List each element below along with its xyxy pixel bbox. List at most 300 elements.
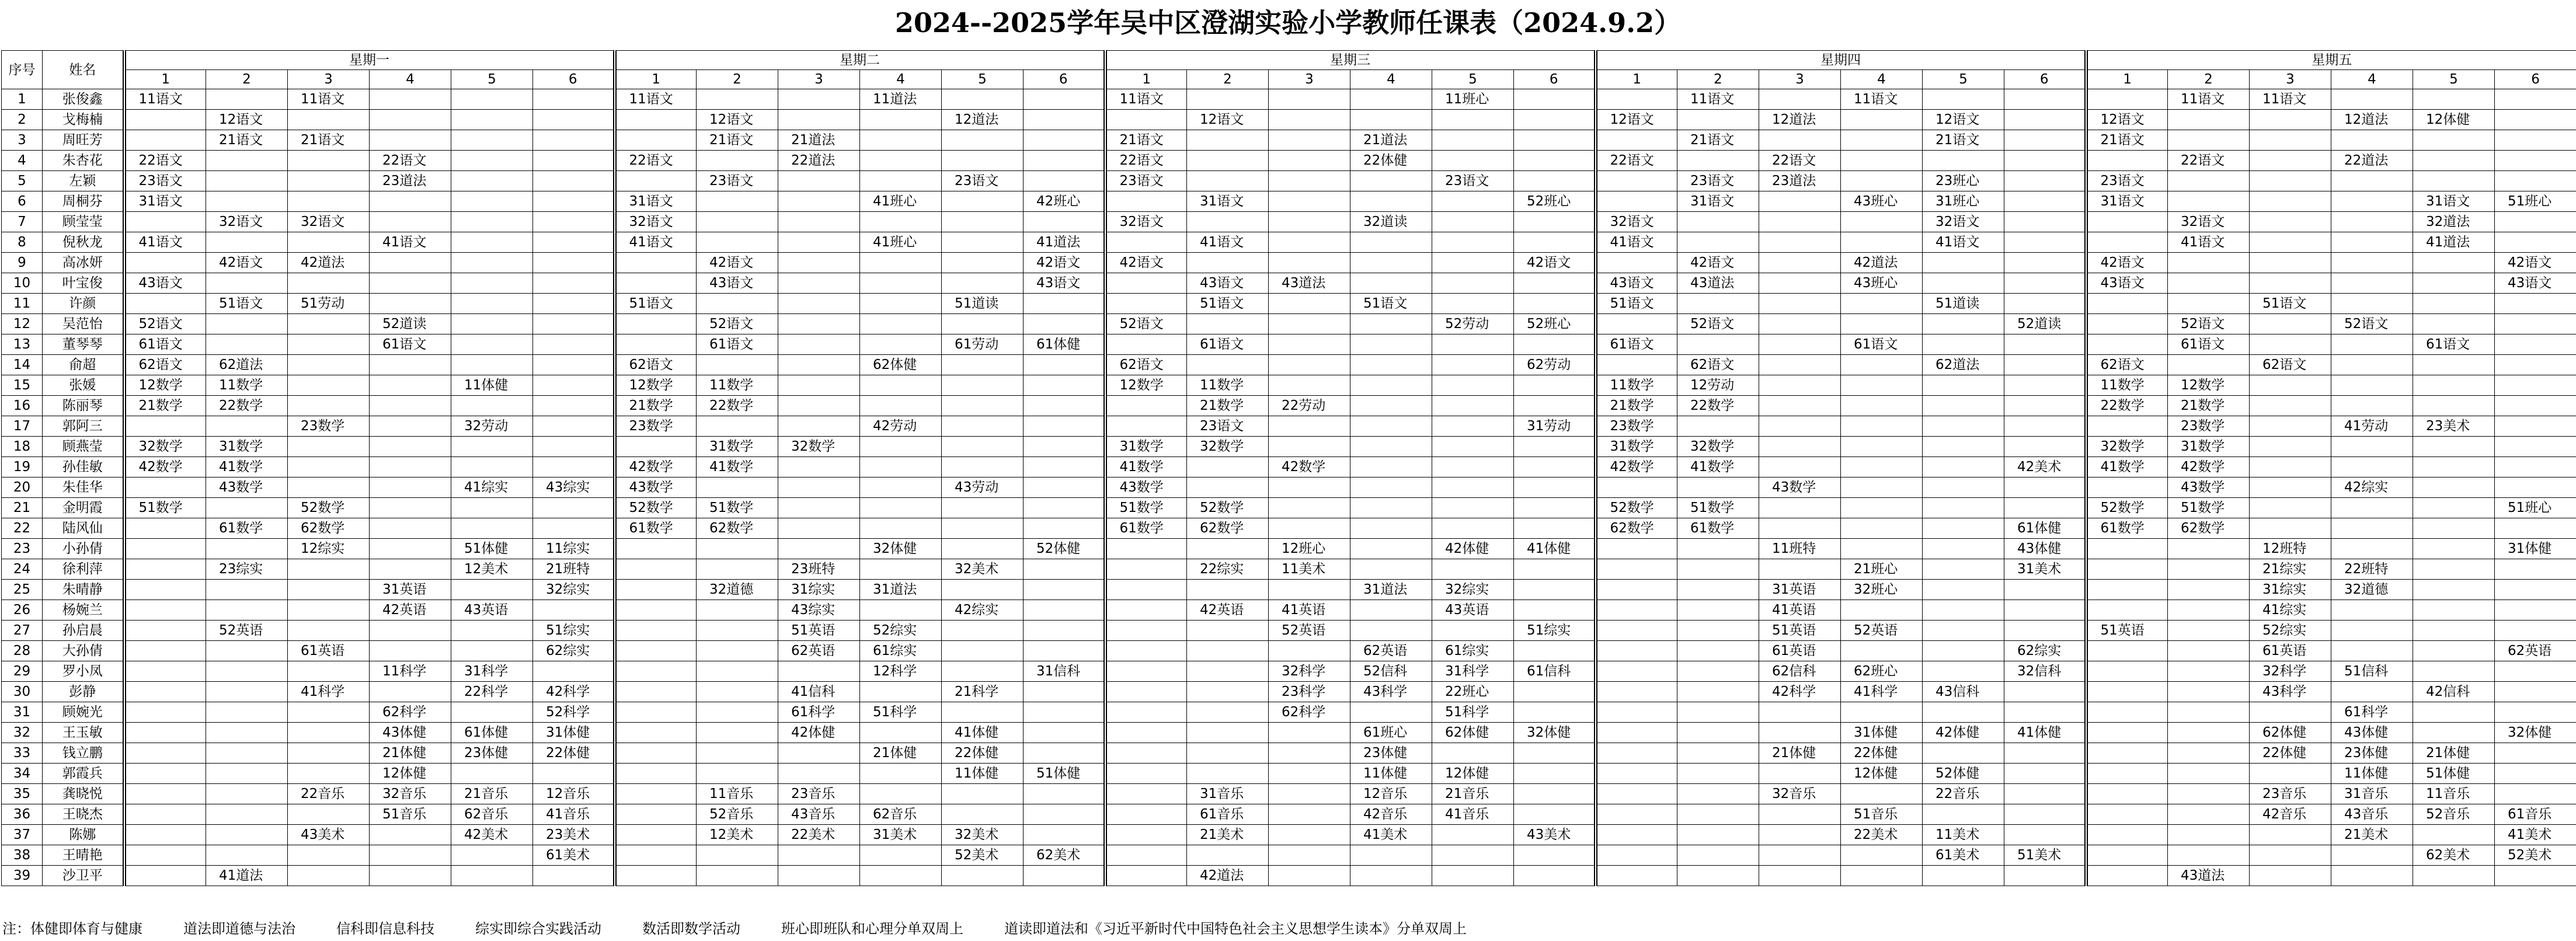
class-cell: 12语文: [1923, 110, 2004, 130]
seq-cell: 30: [2, 682, 43, 702]
class-cell: [2086, 334, 2168, 355]
class-cell: [1923, 743, 2004, 764]
class-cell: [1187, 661, 1269, 682]
class-cell: [697, 621, 778, 641]
teacher-row: [2, 375, 2576, 396]
class-cell: [451, 498, 533, 518]
class-cell: [124, 804, 206, 825]
class-cell: [1024, 130, 1105, 151]
class-cell: [124, 212, 206, 232]
class-cell: [942, 253, 1024, 273]
class-cell: [2495, 743, 2576, 764]
class-cell: 31语文: [1187, 191, 1269, 212]
class-cell: [1350, 845, 1432, 866]
class-cell: [2250, 334, 2331, 355]
class-cell: 22道法: [2331, 151, 2413, 171]
class-cell: 11体健: [1350, 764, 1432, 784]
teacher-name-cell: 左颖: [43, 171, 124, 191]
class-cell: [942, 804, 1024, 825]
class-cell: 52语文: [1105, 314, 1187, 334]
teacher-row: [2, 191, 2576, 212]
seq-cell: 22: [2, 518, 43, 539]
class-cell: 11音乐: [697, 784, 778, 804]
class-cell: [1514, 518, 1596, 539]
footnote-item: 道法即道德与法治: [183, 921, 295, 937]
class-cell: [1024, 518, 1105, 539]
class-cell: [451, 518, 533, 539]
class-cell: [1187, 743, 1269, 764]
seq-cell: 35: [2, 784, 43, 804]
class-cell: 32道读: [1350, 212, 1432, 232]
class-cell: 61语文: [2413, 334, 2495, 355]
class-cell: [615, 723, 697, 743]
class-cell: [615, 273, 697, 294]
class-cell: [1432, 825, 1514, 845]
class-cell: [2331, 89, 2413, 110]
class-cell: 52综实: [2250, 621, 2331, 641]
teacher-name-cell: 郭阿三: [43, 416, 124, 437]
class-cell: [1596, 743, 1677, 764]
class-cell: 23班特: [778, 559, 860, 580]
seq-cell: 4: [2, 151, 43, 171]
class-cell: [2413, 171, 2495, 191]
class-cell: 41综实: [2250, 600, 2331, 621]
class-cell: 12体健: [1841, 764, 1923, 784]
class-cell: 32班心: [1841, 580, 1923, 600]
class-cell: [1432, 621, 1514, 641]
class-cell: [778, 375, 860, 396]
class-cell: [2168, 723, 2250, 743]
class-cell: [2413, 294, 2495, 314]
class-cell: 51综实: [1514, 621, 1596, 641]
class-cell: 42语文: [1024, 253, 1105, 273]
class-cell: [615, 682, 697, 702]
class-cell: [2413, 641, 2495, 661]
class-cell: 22语文: [615, 151, 697, 171]
class-cell: [533, 416, 615, 437]
class-cell: [1105, 641, 1187, 661]
class-cell: [206, 416, 288, 437]
class-cell: [2004, 478, 2086, 498]
class-cell: [1923, 702, 2004, 723]
period-header-row: [2, 70, 2576, 89]
class-cell: 31语文: [124, 191, 206, 212]
class-cell: 43信科: [1923, 682, 2004, 702]
class-cell: [206, 641, 288, 661]
class-cell: [2086, 151, 2168, 171]
teacher-name-cell: 沙卫平: [43, 866, 124, 886]
class-cell: 61班心: [1350, 723, 1432, 743]
class-cell: 41数学: [1677, 457, 1759, 478]
class-cell: [533, 151, 615, 171]
class-cell: [2331, 621, 2413, 641]
seq-cell: 27: [2, 621, 43, 641]
class-cell: [1024, 825, 1105, 845]
class-cell: 22体健: [533, 743, 615, 764]
class-cell: [860, 845, 942, 866]
class-cell: [451, 232, 533, 253]
teacher-row: [2, 518, 2576, 539]
class-cell: 62体健: [2250, 723, 2331, 743]
class-cell: [1432, 866, 1514, 886]
teacher-name-cell: 周旺芳: [43, 130, 124, 151]
class-cell: 32语文: [1923, 212, 2004, 232]
class-cell: 61体健: [1024, 334, 1105, 355]
teacher-row: [2, 845, 2576, 866]
class-cell: [451, 314, 533, 334]
class-cell: [1269, 191, 1350, 212]
class-cell: 52语文: [2331, 314, 2413, 334]
class-cell: [1759, 845, 1841, 866]
class-cell: [1923, 273, 2004, 294]
class-cell: 61语文: [370, 334, 451, 355]
class-cell: [2495, 416, 2576, 437]
class-cell: 52数学: [1596, 498, 1677, 518]
class-cell: [2086, 702, 2168, 723]
class-cell: [1187, 539, 1269, 559]
class-cell: [1432, 355, 1514, 375]
class-cell: [533, 355, 615, 375]
class-cell: [1269, 580, 1350, 600]
class-cell: [1923, 600, 2004, 621]
class-cell: [2495, 600, 2576, 621]
class-cell: [1841, 539, 1923, 559]
class-cell: [1841, 478, 1923, 498]
class-cell: [778, 334, 860, 355]
class-cell: 23数学: [615, 416, 697, 437]
footnote-item: 信科即信息科技: [336, 921, 434, 937]
class-cell: [2331, 845, 2413, 866]
class-cell: [1350, 478, 1432, 498]
class-cell: 51科学: [860, 702, 942, 723]
seq-cell: 5: [2, 171, 43, 191]
class-cell: 62语文: [1105, 355, 1187, 375]
class-cell: [778, 661, 860, 682]
class-cell: [1432, 559, 1514, 580]
class-cell: [942, 191, 1024, 212]
class-cell: [2168, 702, 2250, 723]
class-cell: 61综实: [1432, 641, 1514, 661]
class-cell: [1432, 130, 1514, 151]
class-cell: [2004, 437, 2086, 457]
class-cell: [2004, 621, 2086, 641]
class-cell: [1923, 89, 2004, 110]
class-cell: 31综实: [778, 580, 860, 600]
class-cell: [615, 641, 697, 661]
class-cell: 62科学: [1269, 702, 1350, 723]
class-cell: 61音乐: [2495, 804, 2576, 825]
teacher-name-cell: 顾婉光: [43, 702, 124, 723]
class-cell: 41数学: [206, 457, 288, 478]
class-cell: [1187, 171, 1269, 191]
class-cell: 43综实: [533, 478, 615, 498]
seq-cell: 28: [2, 641, 43, 661]
class-cell: [1269, 314, 1350, 334]
teacher-name-cell: 钱立鹏: [43, 743, 124, 764]
class-cell: [288, 866, 370, 886]
class-cell: 23语文: [1432, 171, 1514, 191]
class-cell: 61数学: [1677, 518, 1759, 539]
class-cell: [1105, 334, 1187, 355]
class-cell: [2004, 334, 2086, 355]
class-cell: [1596, 253, 1677, 273]
class-cell: [533, 212, 615, 232]
period-number-header: 1: [124, 70, 206, 89]
class-cell: 62英语: [2495, 641, 2576, 661]
class-cell: 12体健: [370, 764, 451, 784]
class-cell: 52道读: [370, 314, 451, 334]
class-cell: [1841, 171, 1923, 191]
class-cell: [1677, 702, 1759, 723]
class-cell: 61音乐: [1187, 804, 1269, 825]
class-cell: [2413, 273, 2495, 294]
class-cell: [533, 232, 615, 253]
class-cell: [697, 641, 778, 661]
class-cell: [1187, 702, 1269, 723]
class-cell: [370, 416, 451, 437]
class-cell: [1105, 764, 1187, 784]
class-cell: 32体健: [1514, 723, 1596, 743]
class-cell: [2086, 845, 2168, 866]
class-cell: [2413, 825, 2495, 845]
class-cell: 51英语: [2086, 621, 2168, 641]
footnotes: [2, 919, 2571, 939]
class-cell: 22数学: [1677, 396, 1759, 416]
class-cell: [778, 396, 860, 416]
class-cell: [370, 375, 451, 396]
schedule-title: 2024--2025学年吴中区澄湖实验小学教师任课表（2024.9.2）: [894, 7, 1682, 39]
class-cell: [1105, 559, 1187, 580]
class-cell: 12科学: [860, 661, 942, 682]
class-cell: 21班心: [1841, 559, 1923, 580]
class-cell: [533, 130, 615, 151]
class-cell: [533, 498, 615, 518]
class-cell: 32数学: [124, 437, 206, 457]
class-cell: [1841, 151, 1923, 171]
class-cell: 62道法: [206, 355, 288, 375]
class-cell: [1596, 478, 1677, 498]
class-cell: [1596, 355, 1677, 375]
class-cell: [2250, 498, 2331, 518]
class-cell: [1596, 702, 1677, 723]
class-cell: 12道法: [1759, 110, 1841, 130]
class-cell: [1596, 825, 1677, 845]
class-cell: [1269, 478, 1350, 498]
class-cell: [1759, 212, 1841, 232]
class-cell: 32语文: [2168, 212, 2250, 232]
class-cell: [860, 334, 942, 355]
class-cell: 52体健: [1024, 539, 1105, 559]
period-number-header: 4: [860, 70, 942, 89]
class-cell: [1677, 334, 1759, 355]
class-cell: 62语文: [615, 355, 697, 375]
footnote-item: 道读即道法和《习近平新时代中国特色社会主义思想学生读本》分单双周上: [1004, 921, 1467, 937]
period-number-header: 1: [2086, 70, 2168, 89]
seq-cell: 19: [2, 457, 43, 478]
class-cell: [124, 743, 206, 764]
class-cell: 61美术: [1923, 845, 2004, 866]
class-cell: [778, 212, 860, 232]
class-cell: [1677, 825, 1759, 845]
teacher-row: [2, 498, 2576, 518]
class-cell: [288, 600, 370, 621]
class-cell: [2331, 437, 2413, 457]
class-cell: [778, 110, 860, 130]
class-cell: [1269, 743, 1350, 764]
teacher-row: [2, 784, 2576, 804]
class-cell: [124, 110, 206, 130]
class-cell: [2168, 273, 2250, 294]
class-cell: 52科学: [533, 702, 615, 723]
seq-cell: 25: [2, 580, 43, 600]
class-cell: 41数学: [2086, 457, 2168, 478]
class-cell: 52语文: [697, 314, 778, 334]
class-cell: [288, 743, 370, 764]
class-cell: [1514, 375, 1596, 396]
class-cell: [1514, 437, 1596, 457]
class-cell: [1759, 518, 1841, 539]
class-cell: [1841, 212, 1923, 232]
period-number-header: 1: [1596, 70, 1677, 89]
class-cell: [1269, 416, 1350, 437]
class-cell: 31体健: [2495, 539, 2576, 559]
seq-cell: 8: [2, 232, 43, 253]
class-cell: 23语文: [124, 171, 206, 191]
class-cell: 61数学: [206, 518, 288, 539]
class-cell: [370, 130, 451, 151]
class-cell: [1841, 498, 1923, 518]
class-cell: [1596, 539, 1677, 559]
class-cell: [1514, 682, 1596, 702]
class-cell: [533, 294, 615, 314]
class-cell: 61英语: [1759, 641, 1841, 661]
class-cell: 11科学: [370, 661, 451, 682]
class-cell: [1677, 804, 1759, 825]
class-cell: 51语文: [206, 294, 288, 314]
class-cell: [1105, 702, 1187, 723]
class-cell: 61数学: [2086, 518, 2168, 539]
class-cell: [124, 825, 206, 845]
class-cell: 23语文: [697, 171, 778, 191]
class-cell: [1350, 253, 1432, 273]
class-cell: 43科学: [1350, 682, 1432, 702]
class-cell: 62综实: [2004, 641, 2086, 661]
class-cell: [860, 396, 942, 416]
class-cell: [1759, 375, 1841, 396]
class-cell: [370, 682, 451, 702]
class-cell: 51语文: [615, 294, 697, 314]
teacher-row: [2, 416, 2576, 437]
class-cell: [1677, 723, 1759, 743]
class-cell: 43英语: [451, 600, 533, 621]
class-cell: [1105, 273, 1187, 294]
class-cell: [1432, 396, 1514, 416]
class-cell: [1024, 416, 1105, 437]
class-cell: [2413, 253, 2495, 273]
class-cell: 51综实: [533, 621, 615, 641]
class-cell: 21体健: [2413, 743, 2495, 764]
class-cell: 31英语: [1759, 580, 1841, 600]
seq-cell: 21: [2, 498, 43, 518]
class-cell: [697, 151, 778, 171]
period-number-header: 4: [1350, 70, 1432, 89]
class-cell: 61科学: [2331, 702, 2413, 723]
class-cell: 12美术: [697, 825, 778, 845]
class-cell: [1841, 784, 1923, 804]
class-cell: 52班心: [1514, 314, 1596, 334]
class-cell: [1105, 110, 1187, 130]
class-cell: [860, 518, 942, 539]
class-cell: 61英语: [2250, 641, 2331, 661]
class-cell: 31数学: [206, 437, 288, 457]
class-cell: [2250, 171, 2331, 191]
class-cell: 41体健: [2004, 723, 2086, 743]
class-cell: 52数学: [1187, 498, 1269, 518]
class-cell: [1269, 375, 1350, 396]
class-cell: 23体健: [1350, 743, 1432, 764]
class-cell: 23综实: [206, 559, 288, 580]
class-cell: 21综实: [2250, 559, 2331, 580]
teacher-name-cell: 杨婉兰: [43, 600, 124, 621]
class-cell: [1269, 253, 1350, 273]
class-cell: [2086, 682, 2168, 702]
class-cell: [1350, 396, 1432, 416]
class-cell: [533, 334, 615, 355]
class-cell: [2086, 641, 2168, 661]
class-cell: [1923, 621, 2004, 641]
class-cell: [1350, 702, 1432, 723]
teacher-row: [2, 314, 2576, 334]
class-cell: [1024, 89, 1105, 110]
class-cell: [1105, 539, 1187, 559]
class-cell: [206, 151, 288, 171]
class-cell: [2331, 518, 2413, 539]
class-cell: [1105, 845, 1187, 866]
class-cell: 11语文: [1105, 89, 1187, 110]
class-cell: [2413, 580, 2495, 600]
class-cell: [451, 457, 533, 478]
class-cell: 61体健: [451, 723, 533, 743]
class-cell: [1269, 232, 1350, 253]
class-cell: 61语文: [1596, 334, 1677, 355]
class-cell: 43语文: [2495, 273, 2576, 294]
class-cell: 42综实: [942, 600, 1024, 621]
class-cell: 31音乐: [1187, 784, 1269, 804]
class-cell: [288, 396, 370, 416]
class-cell: 61语文: [1841, 334, 1923, 355]
class-cell: 43数学: [1105, 478, 1187, 498]
class-cell: 43体健: [370, 723, 451, 743]
class-cell: 32美术: [942, 559, 1024, 580]
class-cell: [1269, 151, 1350, 171]
class-cell: [2250, 191, 2331, 212]
class-cell: [370, 621, 451, 641]
class-cell: [942, 212, 1024, 232]
class-cell: [1105, 682, 1187, 702]
period-number-header: 4: [1841, 70, 1923, 89]
class-cell: [2495, 314, 2576, 334]
class-cell: 61综实: [860, 641, 942, 661]
class-cell: [1759, 355, 1841, 375]
class-cell: [860, 600, 942, 621]
class-cell: [206, 702, 288, 723]
class-cell: [615, 600, 697, 621]
class-cell: [1841, 866, 1923, 886]
class-cell: 22班心: [1432, 682, 1514, 702]
teacher-row: [2, 396, 2576, 416]
class-cell: [2413, 661, 2495, 682]
class-cell: [2250, 232, 2331, 253]
